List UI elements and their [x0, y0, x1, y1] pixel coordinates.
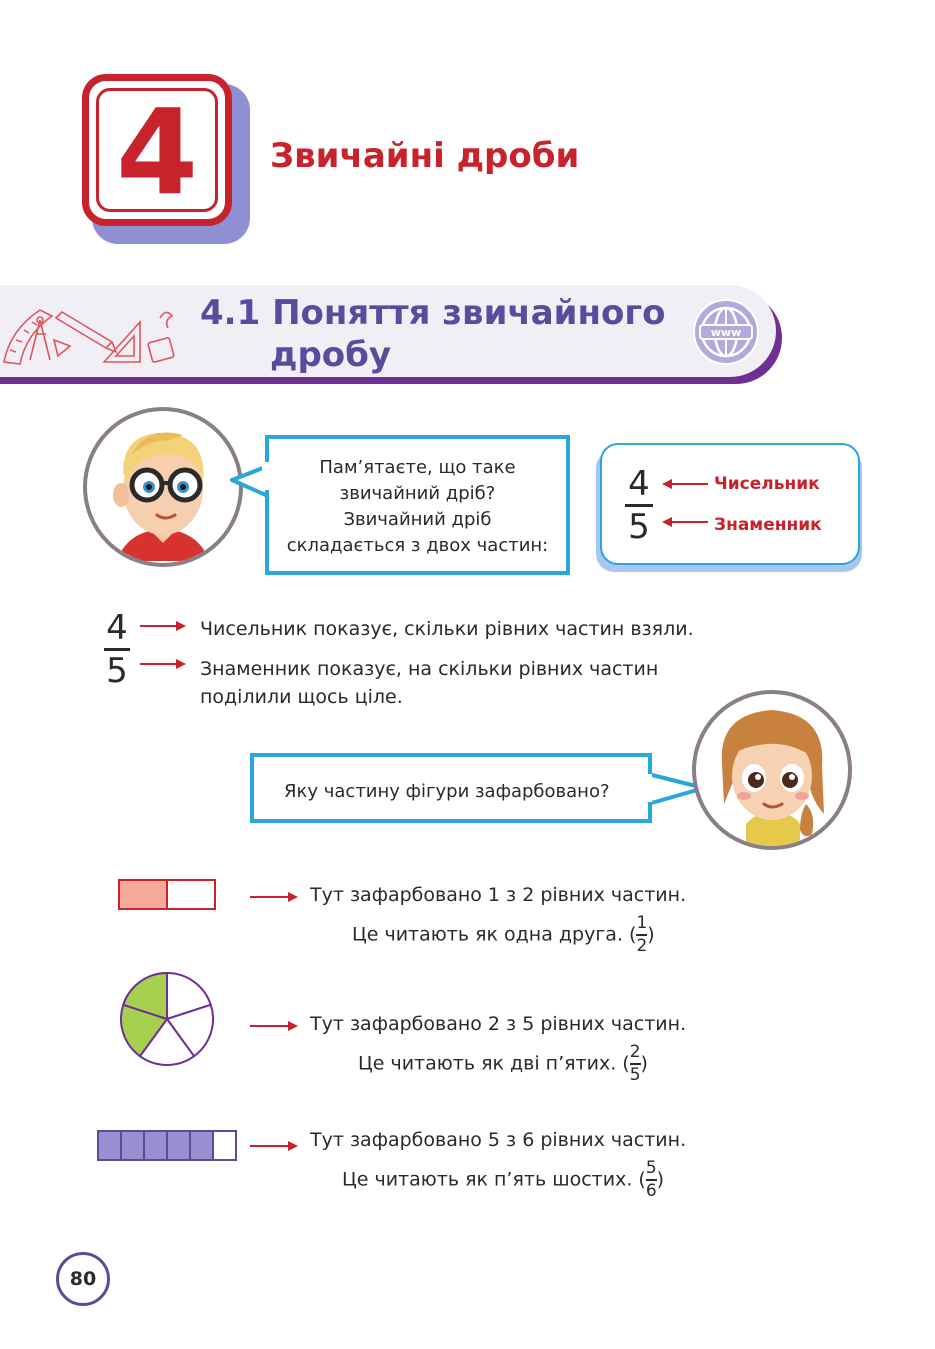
speech-line: складається з двох частин: [286, 535, 549, 556]
example-3-fraction [646, 1159, 657, 1201]
six-part-strip-figure [97, 1130, 241, 1162]
speech-line: Звичайний дріб [343, 509, 492, 530]
numerator-explanation: Чисельник показує, скільки рівних частин взяли. [200, 618, 694, 640]
speech-line: Пам’ятаєте, що таке [319, 457, 516, 478]
speech-bubble-girl: Яку частину фігури зафарбовано? [250, 753, 652, 823]
strip-cell-shaded [190, 1131, 213, 1160]
close-paren: ) [656, 1168, 665, 1191]
fraction-denominator: 5 [629, 1065, 641, 1085]
explanation-denominator: 5 [106, 651, 128, 691]
example-1-line2 [352, 914, 655, 956]
explanation-numerator: 4 [106, 608, 128, 648]
chapter-title: Звичайні дроби [270, 136, 580, 176]
half-rectangle-figure [118, 879, 218, 911]
close-paren: ) [647, 923, 655, 946]
explanation-fraction [104, 610, 130, 689]
example-3-line2 [342, 1159, 664, 1201]
card-fraction [625, 466, 653, 545]
example-3-reading: Це читають як п’ять шостих. ( [342, 1168, 646, 1191]
arrow-left-icon [660, 476, 710, 536]
numerator-label: Чисельник [714, 474, 820, 494]
denominator-label: Знаменник [714, 515, 822, 535]
speech-bubble-boy [265, 435, 570, 575]
strip-cell-shaded [98, 1131, 121, 1160]
fraction-numerator: 5 [645, 1158, 657, 1178]
pie-figure [118, 970, 216, 1068]
geometry-tools-icon [0, 290, 190, 370]
example-1-reading: Це читають як одна друга. ( [352, 923, 637, 946]
girl-character-icon [696, 694, 848, 846]
speech-bubble-tail-join [644, 774, 652, 802]
chapter-number: 4 [115, 83, 199, 221]
example-2-reading: Це читають як дві п’ятих. ( [358, 1052, 630, 1075]
boy-character-icon [87, 411, 239, 563]
fraction-denominator: 2 [636, 936, 648, 956]
example-2-line2 [358, 1043, 648, 1085]
card-numerator: 4 [628, 464, 650, 504]
arrow-right-icon [248, 890, 300, 904]
denominator-explanation: Знаменник показує, на скільки рівних частин поділили щось ціле. [200, 658, 659, 708]
strip-cell-shaded [121, 1131, 144, 1160]
speech-line: звичайний дріб? [339, 483, 496, 504]
page-number: 80 [56, 1252, 110, 1306]
fraction-numerator: 1 [636, 913, 648, 933]
chapter-number-box [82, 74, 232, 226]
fraction-numerator: 2 [629, 1042, 641, 1062]
speech-bubble-tail-join [262, 462, 270, 490]
example-1-line1: Тут зафарбовано 1 з 2 рівних частин. [310, 884, 687, 906]
section-number: 4.1 [200, 293, 261, 333]
section-title-line2: дробу [270, 335, 392, 375]
arrow-right-icon [138, 618, 188, 674]
arrow-right-icon [248, 1139, 300, 1153]
strip-cell-shaded [144, 1131, 167, 1160]
close-paren: ) [640, 1052, 648, 1075]
example-2-fraction [630, 1043, 641, 1085]
section-title [200, 292, 665, 376]
boy-avatar [83, 407, 243, 567]
example-1-fraction [636, 914, 647, 956]
globe-label: www [710, 326, 742, 339]
section-title-line1: Поняття звичайного [272, 293, 666, 333]
globe-www-icon[interactable] [692, 298, 760, 366]
strip-cell-shaded [167, 1131, 190, 1160]
card-denominator: 5 [628, 507, 650, 547]
strip-cell [213, 1131, 236, 1160]
girl-avatar [692, 690, 852, 850]
arrow-right-icon [248, 1019, 300, 1033]
example-2-line1: Тут зафарбовано 2 з 5 рівних частин. [310, 1013, 687, 1035]
example-3-line1: Тут зафарбовано 5 з 6 рівних частин. [310, 1129, 687, 1151]
fraction-denominator: 6 [645, 1181, 657, 1201]
